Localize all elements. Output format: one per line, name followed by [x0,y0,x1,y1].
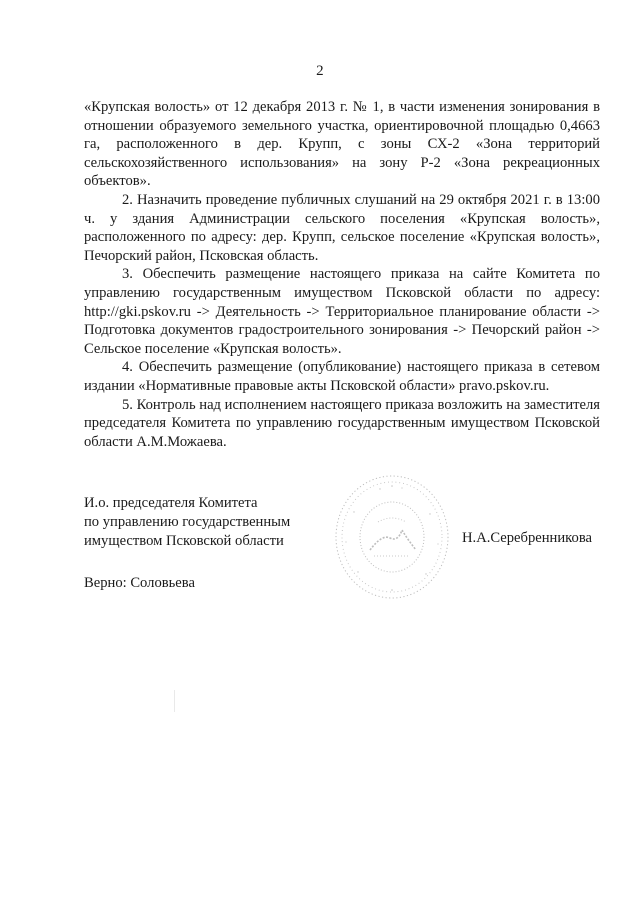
document-body [84,98,600,451]
paragraph-item-4: 4. Обеспечить размещение (опубликование) настоящего приказа в сетевом издании «Нормативные правовые акты Псковской области» pravo.pskov.ru. [84,359,600,394]
paragraph-item-2: 2. Назначить проведение публичных слушаний на 29 октября 2021 г. в 13:00 ч. у здания Администрации сельского поселения «Крупская волость», расположенного по адресу: дер. Крупп, сельское поселение «Крупская волость», Печорский район, Псковская область. [84,191,600,264]
paragraph-item-3: 3. Обеспечить размещение настоящего приказа на сайте Комитета по управлению государственным имуществом Псковской области по адресу: http://gki.pskov.ru -> Деятельность -> Территориальное планирование области -> Подготовка документов градостроительного зонирования -> Печорский район -> Сельское поселение «Крупская волость». [84,266,600,357]
certified-copy-note: Верно: Соловьева [84,575,195,591]
signatory-title-line: имуществом Псковской области [84,532,284,549]
paragraph-continuation: «Крупская волость» от 12 декабря 2013 г. № 1, в части изменения зонирования в отношении образуемого земельного участка, ориентировочной площадью 0,4663 га, расположенного в дер. Крупп, с зоны СХ-2 «Зона территорий сельскохозяйственного использования» на зону Р-2 «Зона рекреационных объектов». [84,99,600,190]
signatory-name: Н.А.Серебренникова [462,530,592,546]
signatory-title-line: по управлению государственным [84,513,291,530]
page-number: 2 [316,63,324,79]
paragraph-item-5: 5. Контроль над исполнением настоящего приказа возложить на заместителя председателя Комитета по управлению государственным имуществом Псковской области А.М.Можаева. [84,396,600,450]
round-seal-icon [332,472,452,602]
signatory-title-line: И.о. председателя Комитета [84,495,258,511]
signatory-title [84,494,290,550]
scan-artifact [174,690,175,712]
